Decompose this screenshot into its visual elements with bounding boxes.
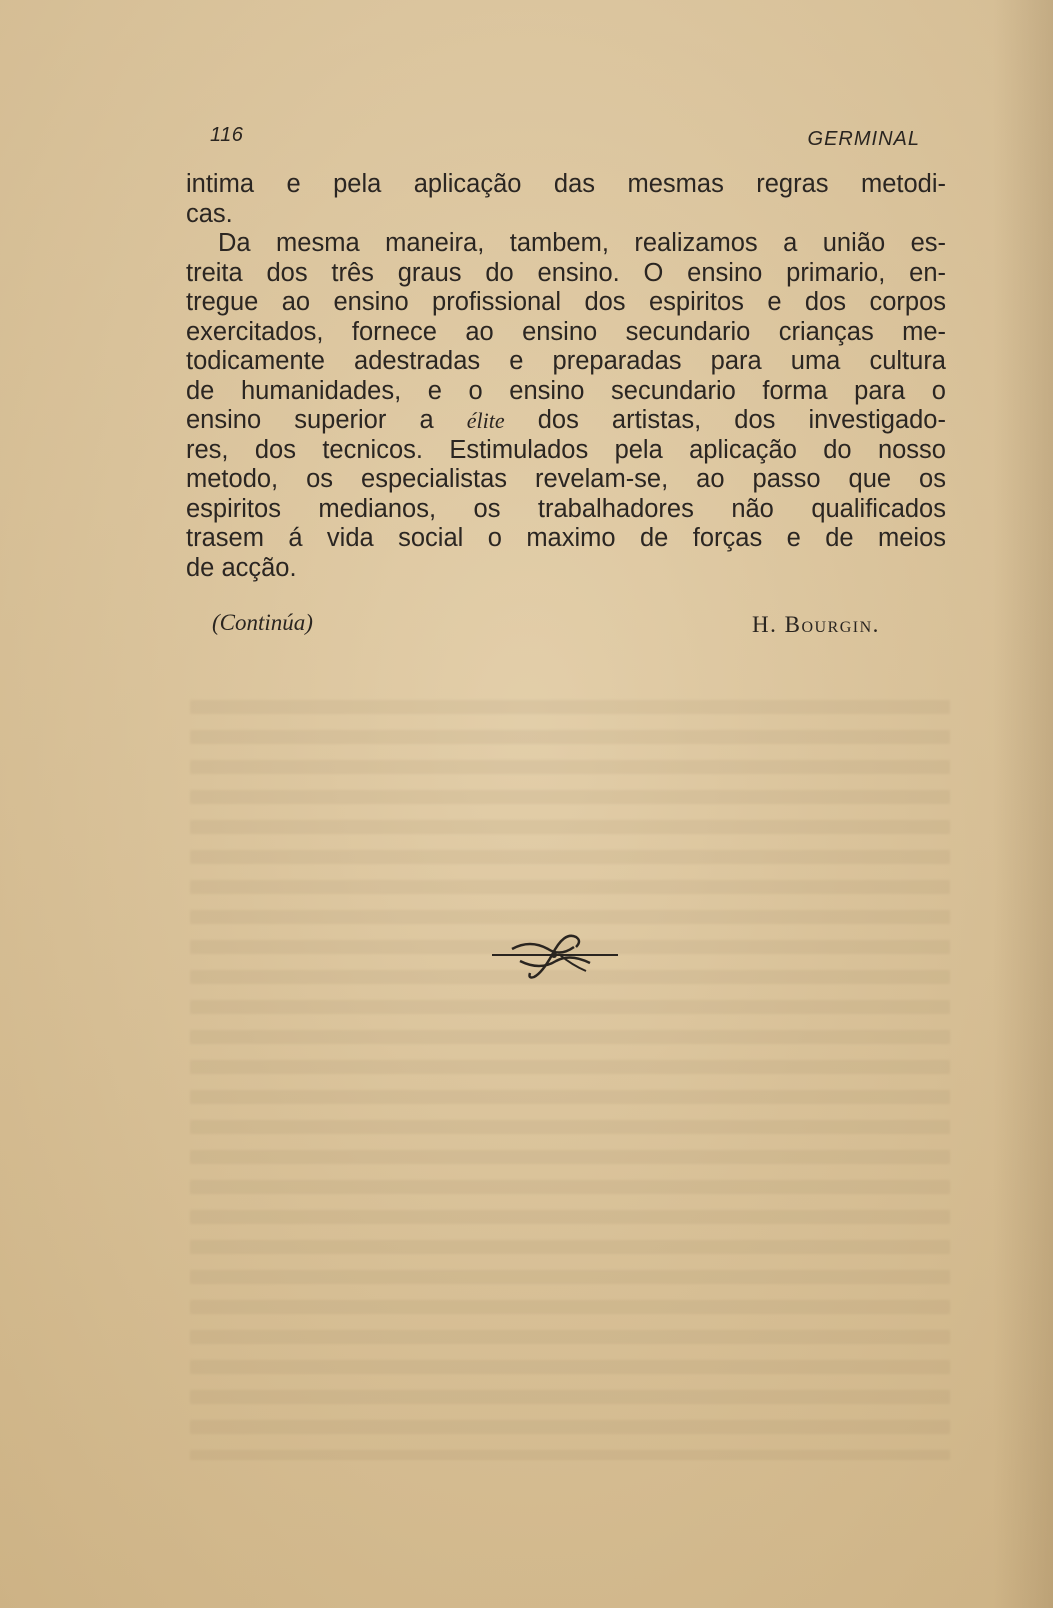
text-line: espiritos medianos, os trabalhadores não qualificados: [186, 494, 946, 523]
page-edge-shadow: [993, 0, 1053, 1608]
text-line: exercitados, fornece ao ensino secundario crianças me-: [186, 317, 946, 346]
page-header: [210, 124, 920, 158]
text-line: Da mesma maneira, tambem, realizamos a união es-: [218, 229, 946, 257]
continua-note: (Continúa): [212, 610, 313, 635]
text-fragment: dos artistas, dos investigado-: [537, 406, 946, 434]
fleuron-ornament-icon: [490, 925, 620, 985]
text-line: cas.: [186, 199, 233, 228]
text-fragment: ensino superior a: [186, 406, 434, 434]
text-line: res, dos tecnicos. Estimulados pela aplicação do nosso: [186, 435, 946, 464]
text-line-with-elite: [186, 406, 946, 436]
page-number: 116: [210, 124, 244, 146]
text-line: trasem á vida social o maximo de forças e de meios: [186, 524, 946, 552]
text-line: treita dos três graus do ensino. O ensino primario, en-: [186, 258, 946, 287]
text-line: metodo, os especialistas revelam-se, ao passo que os: [186, 465, 946, 493]
text-line: de humanidades, e o ensino secundario forma para o: [186, 376, 946, 405]
text-line: intima e pela aplicação das mesmas regras metodi-: [186, 170, 946, 198]
running-title: GERMINAL: [807, 128, 920, 150]
body-paragraphs: [186, 170, 946, 583]
text-line: tregue ao ensino profissional dos espiritos e dos corpos: [186, 288, 946, 316]
text-line: de acção.: [186, 553, 297, 582]
text-line: todicamente adestradas e preparadas para uma cultura: [186, 347, 946, 375]
author-surname: Bourgin.: [784, 612, 880, 637]
italic-word-elite: élite: [466, 408, 505, 433]
bleed-through-texture: [190, 700, 950, 1460]
author-initial: H.: [752, 612, 778, 637]
author-signature: [752, 612, 880, 638]
